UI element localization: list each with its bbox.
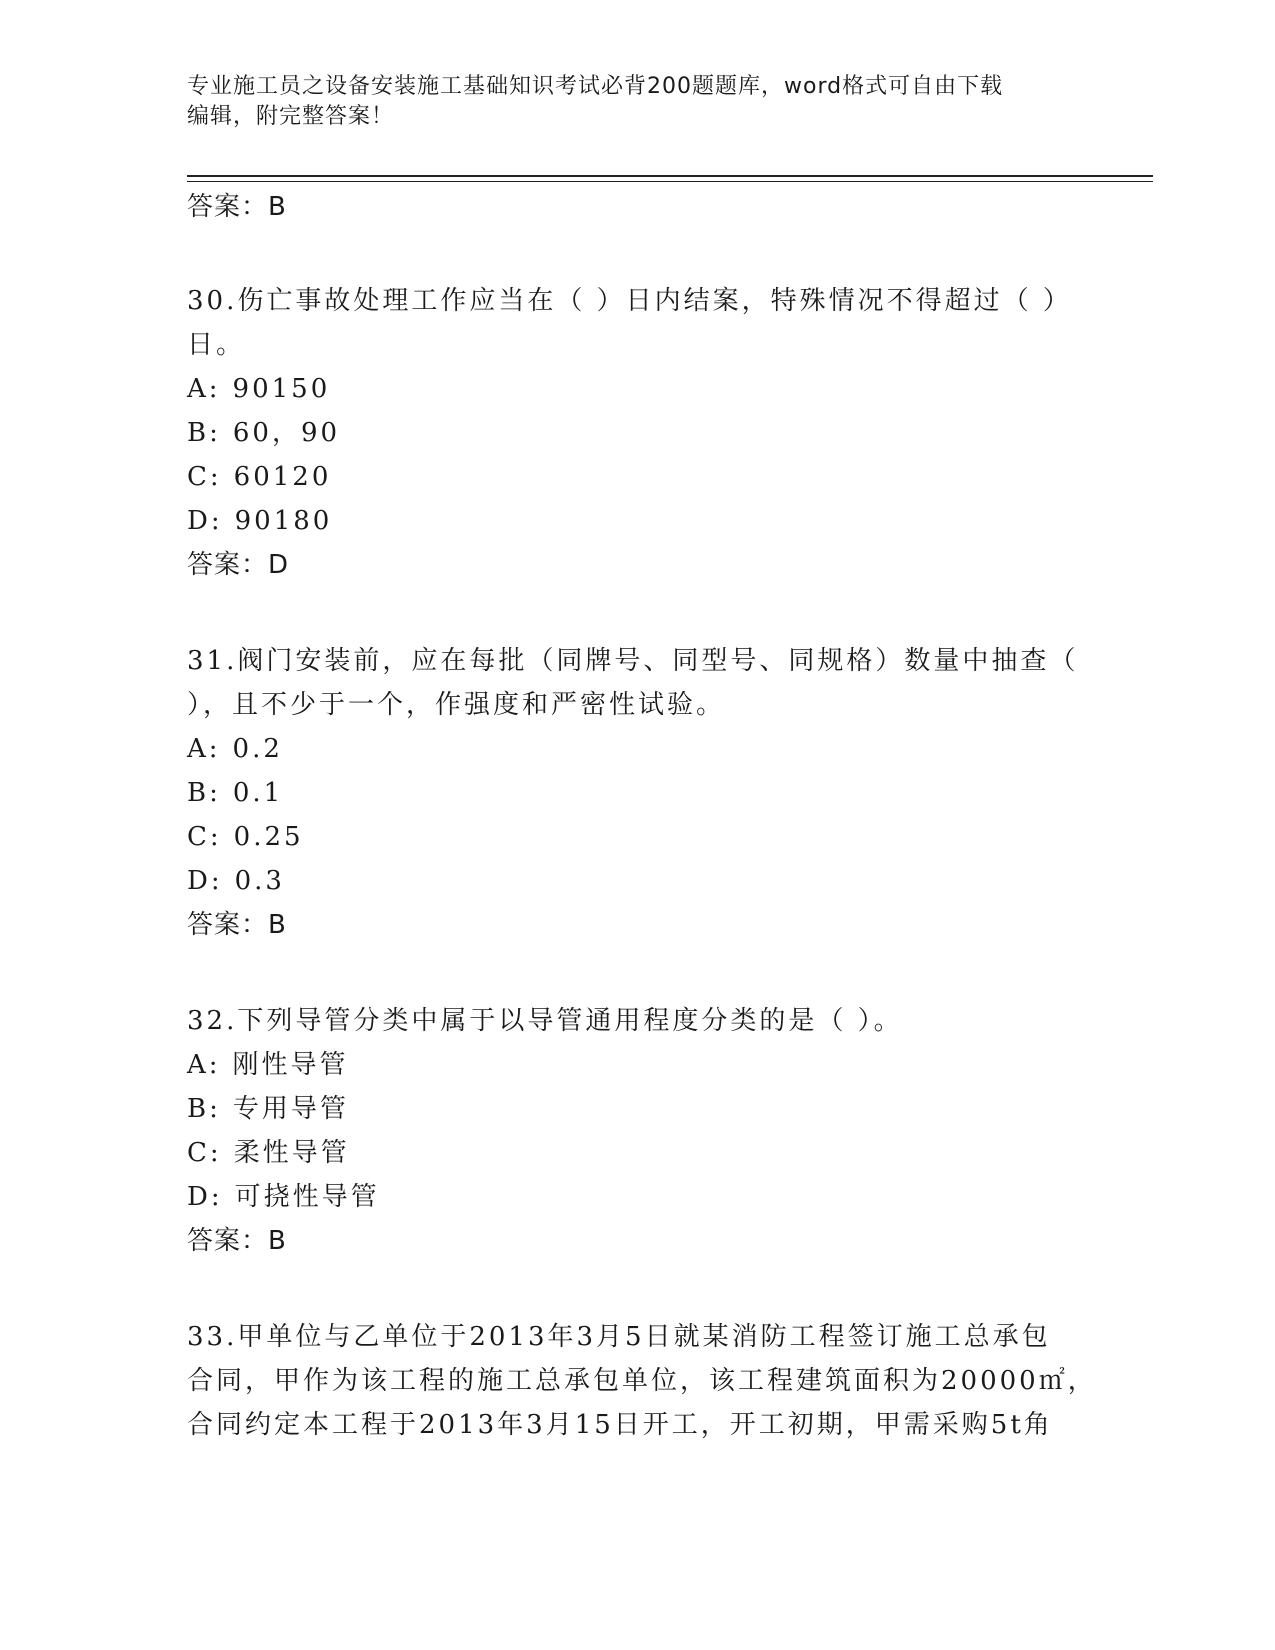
answer-label: 答案：B: [187, 192, 287, 222]
answer-label: 答案：D: [187, 550, 290, 580]
question-stem: 日。: [187, 330, 246, 360]
header-divider-top: [187, 175, 1153, 177]
question-stem: 31.阀门安装前，应在每批（同牌号、同型号、同规格）数量中抽查（: [187, 646, 1079, 676]
option-text: 90180: [234, 506, 333, 536]
header-divider-bottom: [187, 181, 1153, 182]
option-b: [187, 1092, 349, 1126]
option-a: [187, 732, 283, 766]
answer-label: 答案：B: [187, 1226, 287, 1256]
option-a: [187, 1048, 349, 1082]
option-letter: D:: [187, 866, 223, 896]
question-stem: ），且不少于一个，作强度和严密性试验。: [187, 690, 726, 720]
option-letter: D:: [187, 1182, 223, 1212]
option-c: [187, 820, 304, 854]
option-text: 专用导管: [232, 1094, 349, 1124]
option-c: [187, 460, 331, 494]
option-text: 60120: [233, 462, 332, 492]
option-letter: D:: [187, 506, 223, 536]
option-text: 0.25: [233, 822, 304, 852]
question-stem: 33.甲单位与乙单位于2013年3月5日就某消防工程签订施工总承包: [187, 1322, 1051, 1352]
question-stem: 32.下列导管分类中属于以导管通用程度分类的是（ ）。: [187, 1006, 903, 1036]
option-text: 0.3: [234, 866, 285, 896]
option-letter: A:: [187, 1050, 221, 1080]
option-text: 柔性导管: [233, 1138, 350, 1168]
option-letter: C:: [187, 462, 222, 492]
option-b: [187, 776, 283, 810]
question-stem: 合同约定本工程于2013年3月15日开工，开工初期，甲需采购5t角: [187, 1410, 1053, 1440]
option-letter: B:: [187, 418, 221, 448]
question-stem: 30.伤亡事故处理工作应当在（ ）日内结案，特殊情况不得超过（ ）: [187, 286, 1072, 316]
option-text: 可挠性导管: [234, 1182, 380, 1212]
option-text: 刚性导管: [232, 1050, 349, 1080]
option-letter: C:: [187, 1138, 222, 1168]
header-title-line-2: 编辑，附完整答案！: [187, 104, 395, 129]
option-d: [187, 504, 332, 538]
option-letter: B:: [187, 778, 221, 808]
option-text: 60，90: [232, 418, 341, 448]
option-letter: C:: [187, 822, 222, 852]
header-title-line-1: 专业施工员之设备安装施工基础知识考试必背200题题库，word格式可自由下载: [187, 74, 1004, 99]
option-c: [187, 1136, 350, 1170]
option-letter: B:: [187, 1094, 221, 1124]
option-a: [187, 372, 330, 406]
option-text: 90150: [232, 374, 331, 404]
answer-label: 答案：B: [187, 910, 287, 940]
option-d: [187, 864, 285, 898]
option-letter: A:: [187, 734, 221, 764]
option-text: 0.2: [232, 734, 283, 764]
option-text: 0.1: [232, 778, 284, 808]
option-d: [187, 1180, 380, 1214]
option-letter: A:: [187, 374, 221, 404]
question-stem: 合同，甲作为该工程的施工总承包单位，该工程建筑面积为20000㎡，: [187, 1366, 1097, 1396]
option-b: [187, 416, 340, 450]
